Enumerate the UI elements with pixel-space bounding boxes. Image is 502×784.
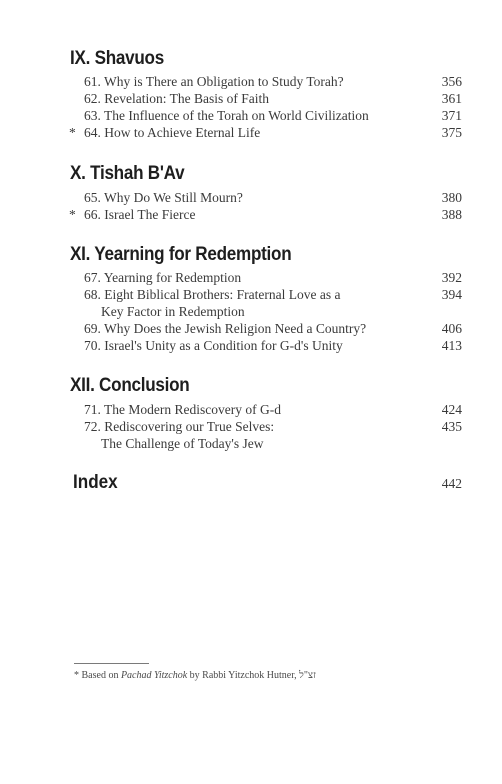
entry-title-continuation: Key Factor in Redemption (101, 304, 245, 319)
index-title: Index (73, 472, 118, 493)
entry-title: 67. Yearning for Redemption (84, 270, 242, 285)
entry-page: 406 (441, 321, 462, 336)
entry-page: 392 (441, 270, 462, 285)
footnote-book-title: Pachad Yitzchok (120, 670, 188, 681)
entry-page: 394 (441, 287, 462, 302)
entry-page: 361 (441, 91, 462, 106)
entry-title: 68. Eight Biblical Brothers: Fraternal Love as a (84, 287, 341, 302)
entry-page: 388 (441, 207, 462, 222)
entry-page: 413 (441, 338, 462, 353)
entry-page: 435 (441, 419, 462, 434)
entry-title: 70. Israel's Unity as a Condition for G-d's Unity (84, 338, 343, 353)
entry-page: 356 (441, 74, 462, 89)
entry-page: 375 (441, 125, 462, 140)
entry-title: 61. Why is There an Obligation to Study Torah? (84, 74, 344, 89)
footnote-honorific: זצ"ל (299, 670, 316, 681)
footnote-prefix: * Based on (74, 670, 121, 681)
entry-page: 380 (441, 190, 462, 205)
footnote-suffix: by Rabbi Yitzchok Hutner, (187, 670, 300, 681)
footnote-divider (74, 663, 149, 664)
section-title: XII. Conclusion (70, 375, 190, 396)
entry-title: 69. Why Does the Jewish Religion Need a Country? (84, 321, 367, 336)
entry-page: 424 (441, 402, 462, 417)
entry-title: 63. The Influence of the Torah on World Civilization (84, 108, 369, 123)
entry-marker: * (69, 125, 76, 140)
index-page: 442 (441, 476, 462, 491)
entry-page: 371 (441, 108, 462, 123)
section-title: IX. Shavuos (70, 48, 164, 69)
footnote (74, 670, 316, 681)
entry-title: 65. Why Do We Still Mourn? (84, 190, 243, 205)
section-title: X. Tishah B'Av (70, 163, 185, 184)
entry-title: 62. Revelation: The Basis of Faith (84, 91, 269, 106)
section-title: XI. Yearning for Redemption (70, 244, 292, 265)
entry-marker: * (69, 207, 76, 222)
entry-title: 64. How to Achieve Eternal Life (84, 125, 261, 140)
entry-title: 71. The Modern Rediscovery of G-d (84, 402, 281, 417)
entry-title: 72. Rediscovering our True Selves: (84, 419, 275, 434)
entry-title: 66. Israel The Fierce (84, 207, 196, 222)
entry-title-continuation: The Challenge of Today's Jew (101, 436, 264, 451)
